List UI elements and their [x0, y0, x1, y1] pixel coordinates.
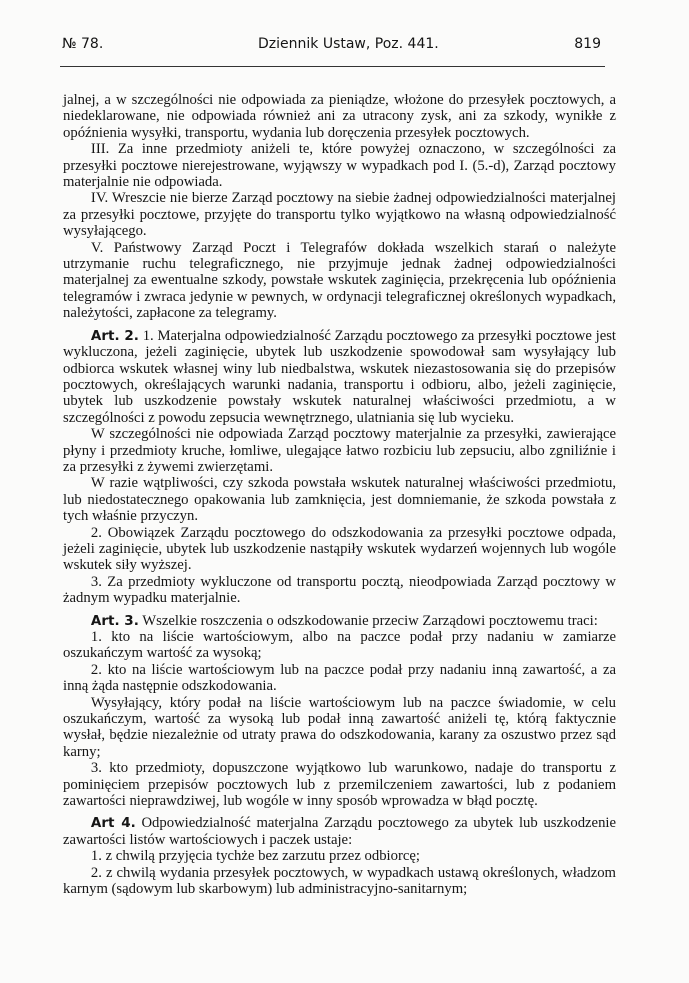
paragraph-text: V. Państwowy Zarząd Poczt i Telegrafów dokłada wszelkich starań o należyte utrzymanie ruchu telegraficznego, nie przyjmuje jednak żadnej odpowiedzialności materjalnej za ewentualne szkody, powstałe wskutek zaginięcia, przekręcenia lub opóźnienia telegramów i zwraca jedynie w pewnych, w ordynacji telegraficznej określonych wypadkach, należytości, zapłacone za telegramy. — [63, 239, 616, 322]
paragraph-text: 2. Obowiązek Zarządu pocztowego do odszkodowania za przesyłki pocztowe odpada, jeżeli zaginięcie, ubytek lub uszkodzenie nastąpiły wskutek wydarzeń wojennych lub wogóle wskutek siły wyższej. — [63, 524, 616, 574]
paragraph-text: 1. kto na liście wartościowym, albo na paczce podał przy nadaniu w zamiarze oszukańczym wartość za wysoką; — [63, 629, 616, 662]
paragraph-text: W razie wątpliwości, czy szkoda powstała wskutek naturalnej właściwości przedmiotu, lub niedostatecznego opakowania lub zamknięcia, jest domniemanie, że szkoda powstała z tych właśnie przyczyn. — [63, 475, 616, 525]
paragraph-text: 2. kto na liście wartościowym lub na paczce podał przy nadaniu inną zawartość, a za inną żąda następnie odszkodowania. — [63, 661, 616, 695]
paragraph-text: jalnej, a w szczególności nie odpowiada za pieniądze, włożone do przesyłek pocztowych, a niedeklarowane, nie odpowiada również ani za utracony zysk, ani za szkody, wynikłe z opóźnienia wysyłki, transportu, wydania lub doręczenia przesyłek pocztowych. — [63, 92, 616, 141]
paragraph — [63, 848, 616, 864]
paragraph — [63, 662, 616, 695]
page-number: 819 — [574, 36, 601, 52]
running-header — [62, 36, 601, 58]
paragraph-text: IV. Wreszcie nie bierze Zarząd pocztowy na siebie żadnej odpowiedzialności materjalnej za przesyłki pocztowe, przyjęte do transportu tylko wyjątkowo na własną odpowiedzialność wysyłającego. — [63, 190, 616, 240]
paragraph-text: Odpowiedzialność materjalna Zarządu pocztowego za ubytek lub uszkodzenie zawartości listów wartościowych i paczek ustaje: — [63, 815, 617, 848]
article-paragraph — [63, 328, 616, 426]
header-rule — [60, 66, 605, 67]
paragraph — [63, 574, 616, 607]
article-paragraph — [63, 613, 616, 629]
paragraph-text: Wszelkie roszczenia o odszkodowanie przeciw Zarządowi pocztowemu traci: — [142, 612, 598, 629]
paragraph — [63, 190, 616, 239]
article-paragraph — [63, 815, 616, 848]
article-heading: Art. 2. — [90, 327, 139, 344]
paragraph — [63, 865, 616, 898]
paragraph — [63, 141, 616, 190]
paragraph — [63, 629, 616, 662]
paragraph-text: Wysyłający, który podał na liście wartościowym lub na paczce świadomie, w celu oszukańczym, wartość za wysoką lub podał inną zawartość aniżeli tę, którą faktycznie wysłał, będzie niezależnie od utraty prawa do odszkodowania, karany za oszustwo przez sąd karny; — [63, 694, 616, 760]
paragraph — [63, 426, 616, 475]
paragraph-text: 1. z chwilą przyjęcia tychże bez zarzutu przez odbiorcę; — [90, 848, 420, 865]
paragraph-text: 2. z chwilą wydania przesyłek pocztowych, w wypadkach ustawą określonych, władzom karnym (sądowym lub skarbowym) lub administracyjno-sanitarnym; — [63, 864, 616, 898]
paragraph-text: 3. Za przedmioty wykluczone od transportu pocztą, nieodpowiada Zarząd pocztowy w żadnym wypadku materjalnie. — [63, 573, 616, 607]
article-heading: Art 4. — [90, 815, 136, 832]
paragraph-text: W szczególności nie odpowiada Zarząd pocztowy materjalnie za przesyłki, zawierające płyny i przedmioty kruche, łomliwe, ulegające łatwo rozbiciu lub zepsuciu, albo zgniliźnie i za przesyłki z żywemi zwierzętami. — [63, 426, 616, 475]
paragraph — [63, 240, 616, 322]
issue-number: № 78. — [62, 36, 104, 52]
paragraph-text: 3. kto przedmioty, dopuszczone wyjątkowo lub warunkowo, nadaje do transportu z pominięciem przepisów pocztowych lub z przemilczeniem zawartości, lub z podaniem zawartości nieprawdziwej, lub wogóle w inny sposób wprowadza w błąd pocztę. — [63, 760, 616, 810]
paragraph — [63, 525, 616, 574]
paragraph — [63, 92, 616, 141]
paragraph-text: 1. Materjalna odpowiedzialność Zarządu pocztowego za przesyłki pocztowe jest wykluczona, jeżeli zaginięcie, ubytek lub uszkodzenie spowodował sam wysyłający lub odbiorca wskutek własnej winy lub niedbalstwa, wskutek niezastosowania się do przepisów pocztowych, określających warunki nadania, transportu i odbioru, albo, jeżeli zaginięcie, ubytek lub uszkodzenie powstały wskutek naturalnej właściwości przedmiotu, a w szczególności z powodu zepsucia wewnętrznego, ulatniania się lub wycieku. — [63, 327, 617, 426]
journal-title: Dziennik Ustaw, Poz. 441. — [258, 36, 439, 52]
paragraph-text: III. Za inne przedmioty aniżeli te, które powyżej oznaczono, w szczególności za przesyłki pocztowe nierejestrowane, wyjąwszy w wypadkach pod I. (5.-d), Zarząd pocztowy materjalnie nie odpowiada. — [63, 141, 616, 191]
body-text — [63, 92, 616, 898]
paragraph — [63, 695, 616, 761]
paragraph — [63, 475, 616, 524]
article-heading: Art. 3. — [90, 612, 139, 629]
paragraph — [63, 760, 616, 809]
